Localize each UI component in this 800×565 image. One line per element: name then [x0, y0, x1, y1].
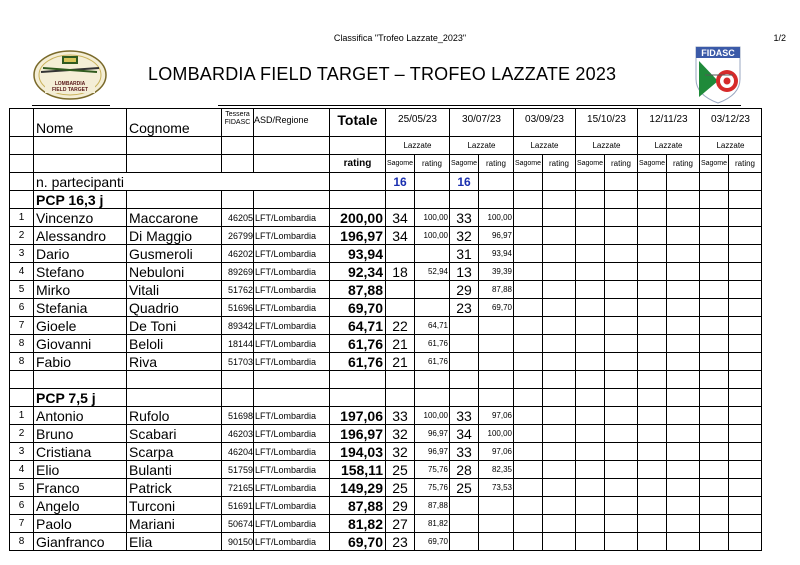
row-asd: LFT/Lombardia	[254, 335, 330, 353]
row-asd: LFT/Lombardia	[254, 209, 330, 227]
row-sagome-1: 22	[386, 317, 415, 335]
row-totale: 64,71	[330, 317, 386, 335]
svg-text:LOMBARDIA: LOMBARDIA	[54, 81, 86, 87]
spacer-row	[10, 371, 762, 389]
header-place-5: Lazzate	[638, 137, 700, 155]
row-cognome: Maccarone	[127, 209, 222, 227]
row-asd: LFT/Lombardia	[254, 227, 330, 245]
row-rating-1: 100,00	[415, 407, 450, 425]
header-date-3: 03/09/23	[514, 109, 576, 137]
row-rank: 1	[10, 407, 34, 425]
top-rule	[218, 105, 741, 106]
row-nome: Paolo	[34, 515, 127, 533]
row-rating-1	[415, 299, 450, 317]
row-rating-2	[479, 497, 514, 515]
header-rating-col: rating	[729, 155, 762, 173]
header-tessera	[222, 109, 254, 137]
row-rating-1	[415, 245, 450, 263]
row-rating-2: 93,94	[479, 245, 514, 263]
row-tessera: 50674	[222, 515, 254, 533]
row-sagome-2: 33	[450, 209, 479, 227]
header-sagome: Sagome	[638, 155, 667, 173]
row-cognome: Bulanti	[127, 461, 222, 479]
header-rating-col: rating	[667, 155, 700, 173]
row-cognome: Turconi	[127, 497, 222, 515]
participants-row	[10, 173, 762, 191]
row-asd: LFT/Lombardia	[254, 497, 330, 515]
header-place-1: Lazzate	[386, 137, 450, 155]
row-totale: 81,82	[330, 515, 386, 533]
row-sagome-2: 13	[450, 263, 479, 281]
table-row	[10, 461, 762, 479]
row-asd: LFT/Lombardia	[254, 479, 330, 497]
table-row	[10, 263, 762, 281]
category-row	[10, 389, 762, 407]
row-nome: Bruno	[34, 425, 127, 443]
row-rating-1: 52,94	[415, 263, 450, 281]
row-totale: 87,88	[330, 281, 386, 299]
row-rating-1: 64,71	[415, 317, 450, 335]
row-rank: 2	[10, 227, 34, 245]
row-rating-2: 82,35	[479, 461, 514, 479]
category-title: PCP 16,3 j	[34, 191, 127, 209]
row-rating-2: 39,39	[479, 263, 514, 281]
row-sagome-1: 21	[386, 335, 415, 353]
row-totale: 197,06	[330, 407, 386, 425]
table-row	[10, 353, 762, 371]
row-sagome-1: 23	[386, 533, 415, 551]
header-rating-col: rating	[543, 155, 576, 173]
row-cognome: Di Maggio	[127, 227, 222, 245]
row-nome: Fabio	[34, 353, 127, 371]
header-rating-col: rating	[479, 155, 514, 173]
row-asd: LFT/Lombardia	[254, 425, 330, 443]
category-title: PCP 7,5 j	[34, 389, 127, 407]
row-sagome-1	[386, 245, 415, 263]
row-nome: Elio	[34, 461, 127, 479]
row-tessera: 51696	[222, 299, 254, 317]
row-tessera: 46203	[222, 425, 254, 443]
participants-count-2: 16	[450, 173, 479, 191]
header-cognome: Cognome	[127, 109, 222, 137]
row-rank: 4	[10, 461, 34, 479]
row-totale: 196,97	[330, 425, 386, 443]
row-rating-2: 100,00	[479, 209, 514, 227]
row-asd: LFT/Lombardia	[254, 443, 330, 461]
row-nome: Stefano	[34, 263, 127, 281]
row-totale: 61,76	[330, 335, 386, 353]
row-nome: Stefania	[34, 299, 127, 317]
row-rating-2	[479, 317, 514, 335]
row-asd: LFT/Lombardia	[254, 281, 330, 299]
row-sagome-1: 25	[386, 479, 415, 497]
row-rank: 3	[10, 443, 34, 461]
row-rating-1: 96,97	[415, 425, 450, 443]
header-row	[10, 109, 762, 137]
row-sagome-1	[386, 281, 415, 299]
table-row	[10, 497, 762, 515]
header-fidasc-label: FIDASC	[224, 119, 251, 126]
row-cognome: Nebuloni	[127, 263, 222, 281]
row-sagome-2	[450, 533, 479, 551]
row-rating-1: 100,00	[415, 209, 450, 227]
row-rating-1: 75,76	[415, 461, 450, 479]
fidasc-logo	[693, 45, 743, 105]
row-tessera: 46202	[222, 245, 254, 263]
table-row	[10, 479, 762, 497]
header-sagome: Sagome	[576, 155, 605, 173]
row-rank: 6	[10, 497, 34, 515]
row-sagome-1: 18	[386, 263, 415, 281]
row-rating-1: 100,00	[415, 227, 450, 245]
row-tessera: 51759	[222, 461, 254, 479]
header-totale: Totale	[330, 109, 386, 137]
header-place-2: Lazzate	[450, 137, 514, 155]
row-nome: Angelo	[34, 497, 127, 515]
header-row-subcols	[10, 155, 762, 173]
row-cognome: Quadrio	[127, 299, 222, 317]
participants-label: n. partecipanti	[34, 173, 330, 191]
header-row-places	[10, 137, 762, 155]
row-rating-2: 69,70	[479, 299, 514, 317]
row-rank: 5	[10, 479, 34, 497]
row-sagome-2	[450, 353, 479, 371]
ranking-table	[9, 108, 762, 551]
participants-count-1: 16	[386, 173, 415, 191]
row-sagome-2: 32	[450, 227, 479, 245]
table-row	[10, 209, 762, 227]
row-rank: 7	[10, 317, 34, 335]
header-date-4: 15/10/23	[576, 109, 638, 137]
header-sagome: Sagome	[386, 155, 415, 173]
row-rank: 4	[10, 263, 34, 281]
row-tessera: 89342	[222, 317, 254, 335]
header-date-1: 25/05/23	[386, 109, 450, 137]
row-asd: LFT/Lombardia	[254, 353, 330, 371]
header-place-6: Lazzate	[700, 137, 762, 155]
table-row	[10, 245, 762, 263]
row-cognome: Patrick	[127, 479, 222, 497]
row-tessera: 51762	[222, 281, 254, 299]
row-totale: 69,70	[330, 533, 386, 551]
row-sagome-1: 32	[386, 425, 415, 443]
header-place-3: Lazzate	[514, 137, 576, 155]
row-sagome-1: 21	[386, 353, 415, 371]
table-row	[10, 227, 762, 245]
row-sagome-2: 33	[450, 443, 479, 461]
row-sagome-2: 28	[450, 461, 479, 479]
table-row	[10, 335, 762, 353]
row-rating-1: 69,70	[415, 533, 450, 551]
row-rating-1: 61,76	[415, 353, 450, 371]
row-totale: 194,03	[330, 443, 386, 461]
row-tessera: 51698	[222, 407, 254, 425]
row-sagome-2	[450, 335, 479, 353]
row-sagome-2: 25	[450, 479, 479, 497]
row-sagome-2: 33	[450, 407, 479, 425]
row-asd: LFT/Lombardia	[254, 461, 330, 479]
row-sagome-1: 33	[386, 407, 415, 425]
row-totale: 196,97	[330, 227, 386, 245]
header-place-4: Lazzate	[576, 137, 638, 155]
row-sagome-2: 31	[450, 245, 479, 263]
row-rating-2: 96,97	[479, 227, 514, 245]
row-sagome-1: 25	[386, 461, 415, 479]
row-cognome: Beloli	[127, 335, 222, 353]
row-rank: 5	[10, 281, 34, 299]
svg-text:FIDASC: FIDASC	[701, 48, 735, 58]
row-nome: Giovanni	[34, 335, 127, 353]
row-totale: 87,88	[330, 497, 386, 515]
category-row	[10, 191, 762, 209]
row-rating-1	[415, 281, 450, 299]
row-rank: 8	[10, 533, 34, 551]
row-cognome: Scabari	[127, 425, 222, 443]
header-asd: ASD/Regione	[254, 109, 330, 137]
row-tessera: 72165	[222, 479, 254, 497]
row-tessera: 51691	[222, 497, 254, 515]
row-rank: 7	[10, 515, 34, 533]
row-totale: 92,34	[330, 263, 386, 281]
row-asd: LFT/Lombardia	[254, 515, 330, 533]
table-row	[10, 299, 762, 317]
row-asd: LFT/Lombardia	[254, 533, 330, 551]
row-tessera: 90150	[222, 533, 254, 551]
row-tessera: 18144	[222, 335, 254, 353]
row-asd: LFT/Lombardia	[254, 407, 330, 425]
row-rating-2: 87,88	[479, 281, 514, 299]
table-row	[10, 425, 762, 443]
table-row	[10, 407, 762, 425]
row-cognome: De Toni	[127, 317, 222, 335]
row-rating-1: 96,97	[415, 443, 450, 461]
row-nome: Gioele	[34, 317, 127, 335]
row-rating-1: 75,76	[415, 479, 450, 497]
header-rating-col: rating	[605, 155, 638, 173]
table-row	[10, 533, 762, 551]
row-nome: Dario	[34, 245, 127, 263]
svg-text:FIELD TARGET: FIELD TARGET	[51, 87, 89, 93]
row-sagome-2: 23	[450, 299, 479, 317]
table-row	[10, 281, 762, 299]
row-cognome: Mariani	[127, 515, 222, 533]
row-nome: Alessandro	[34, 227, 127, 245]
row-nome: Vincenzo	[34, 209, 127, 227]
row-rank: 3	[10, 245, 34, 263]
row-tessera: 46204	[222, 443, 254, 461]
row-rating-2	[479, 515, 514, 533]
header-rating-col: rating	[415, 155, 450, 173]
row-nome: Antonio	[34, 407, 127, 425]
row-rating-1: 87,88	[415, 497, 450, 515]
ranking-body	[10, 191, 762, 551]
row-totale: 149,29	[330, 479, 386, 497]
row-cognome: Gusmeroli	[127, 245, 222, 263]
table-row	[10, 317, 762, 335]
row-sagome-2	[450, 515, 479, 533]
row-asd: LFT/Lombardia	[254, 245, 330, 263]
header-sagome: Sagome	[514, 155, 543, 173]
row-sagome-1: 27	[386, 515, 415, 533]
page-title: LOMBARDIA FIELD TARGET – TROFEO LAZZATE 2023	[148, 64, 617, 84]
row-sagome-2: 29	[450, 281, 479, 299]
row-sagome-2	[450, 317, 479, 335]
row-rank: 1	[10, 209, 34, 227]
row-nome: Mirko	[34, 281, 127, 299]
row-rating-1: 81,82	[415, 515, 450, 533]
row-cognome: Riva	[127, 353, 222, 371]
row-rating-2: 97,06	[479, 443, 514, 461]
row-rank: 8	[10, 353, 34, 371]
row-asd: LFT/Lombardia	[254, 317, 330, 335]
row-sagome-1: 34	[386, 209, 415, 227]
row-sagome-1: 32	[386, 443, 415, 461]
header-sagome: Sagome	[700, 155, 729, 173]
row-totale: 69,70	[330, 299, 386, 317]
document-caption: Classifica "Trofeo Lazzate_2023"	[333, 33, 467, 43]
row-sagome-1: 29	[386, 497, 415, 515]
row-tessera: 46205	[222, 209, 254, 227]
lombardia-field-target-logo	[33, 50, 107, 100]
row-totale: 200,00	[330, 209, 386, 227]
row-nome: Gianfranco	[34, 533, 127, 551]
row-rating-2	[479, 335, 514, 353]
row-rank: 2	[10, 425, 34, 443]
row-rating-2: 97,06	[479, 407, 514, 425]
row-sagome-1: 34	[386, 227, 415, 245]
row-asd: LFT/Lombardia	[254, 263, 330, 281]
header-sagome: Sagome	[450, 155, 479, 173]
row-nome: Franco	[34, 479, 127, 497]
row-tessera: 89269	[222, 263, 254, 281]
table-row	[10, 515, 762, 533]
header-tessera-label: Tessera	[225, 111, 250, 118]
header-date-6: 03/12/23	[700, 109, 762, 137]
row-tessera: 51703	[222, 353, 254, 371]
row-rating-2	[479, 353, 514, 371]
row-totale: 61,76	[330, 353, 386, 371]
table-row	[10, 443, 762, 461]
header-rating: rating	[330, 155, 386, 173]
row-totale: 158,11	[330, 461, 386, 479]
row-rating-2: 100,00	[479, 425, 514, 443]
row-cognome: Scarpa	[127, 443, 222, 461]
row-cognome: Vitali	[127, 281, 222, 299]
header-date-2: 30/07/23	[450, 109, 514, 137]
row-rating-1: 61,76	[415, 335, 450, 353]
header-date-5: 12/11/23	[638, 109, 700, 137]
row-sagome-2	[450, 497, 479, 515]
page-number: 1/2	[773, 33, 786, 43]
row-totale: 93,94	[330, 245, 386, 263]
header-nome: Nome	[34, 109, 127, 137]
row-rating-2: 73,53	[479, 479, 514, 497]
row-tessera: 26799	[222, 227, 254, 245]
row-rating-2	[479, 533, 514, 551]
row-rank: 8	[10, 335, 34, 353]
row-asd: LFT/Lombardia	[254, 299, 330, 317]
row-nome: Cristiana	[34, 443, 127, 461]
row-cognome: Rufolo	[127, 407, 222, 425]
row-rank: 6	[10, 299, 34, 317]
row-cognome: Elia	[127, 533, 222, 551]
row-sagome-2: 34	[450, 425, 479, 443]
top-rule	[32, 105, 110, 106]
row-sagome-1	[386, 299, 415, 317]
